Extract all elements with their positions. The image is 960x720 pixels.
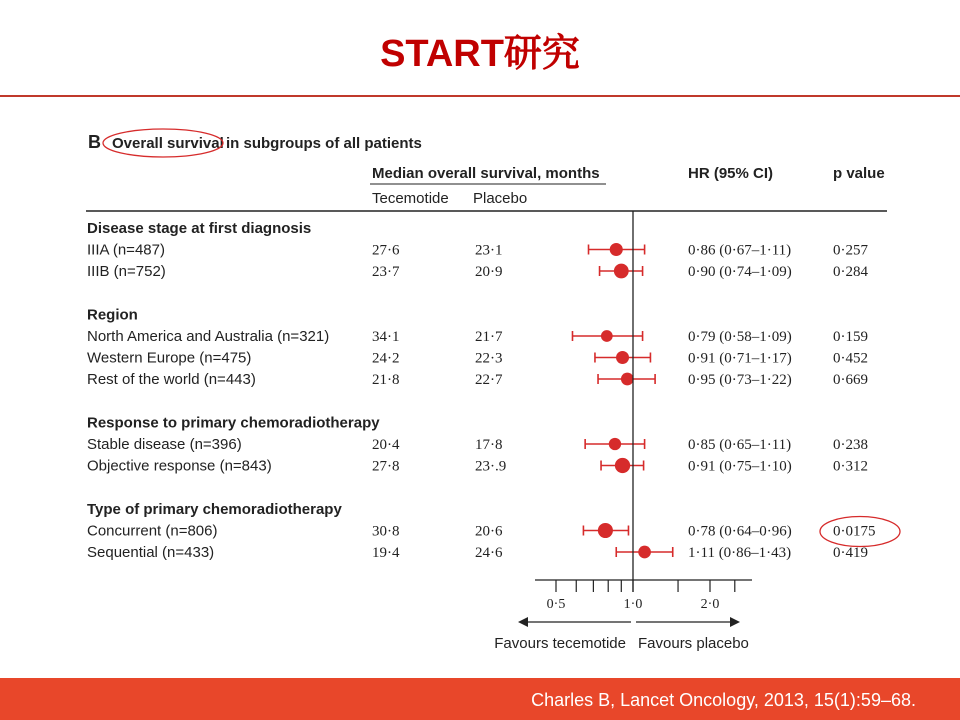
- subgroup-row-label: North America and Australia (n=321): [87, 328, 330, 345]
- favours-placebo-label: Favours placebo: [638, 635, 749, 652]
- x-axis-tick-label: 1·0: [623, 597, 643, 612]
- subgroup-row-label: Sequential (n=433): [87, 544, 215, 561]
- p-value: 0·419: [833, 545, 868, 561]
- tecemotide-median: 23·7: [372, 264, 400, 280]
- hazard-ratio-ci: 0·79 (0·58–1·09): [688, 329, 792, 345]
- hr-point: [638, 546, 651, 559]
- hr-point: [616, 351, 629, 364]
- hazard-ratio-ci: 0·91 (0·75–1·10): [688, 458, 792, 475]
- subgroup-row-label: IIIA (n=487): [87, 241, 165, 259]
- citation-text: Charles B, Lancet Oncology, 2013, 15(1):59–68.: [531, 690, 916, 710]
- hr-point: [614, 264, 629, 279]
- placebo-median: 24·6: [475, 545, 503, 561]
- placebo-median: 20·9: [475, 264, 503, 280]
- placebo-median: 21·7: [475, 329, 503, 345]
- tecemotide-median: 30·8: [372, 523, 400, 540]
- placebo-median: 22·7: [475, 372, 503, 388]
- panel-title-rest: in subgroups of all patients: [226, 135, 422, 152]
- col-placebo-header: Placebo: [473, 190, 528, 207]
- hazard-ratio-ci: 0·86 (0·67–1·11): [688, 242, 792, 259]
- col-tecemotide-header: Tecemotide: [372, 190, 449, 207]
- p-value: 0·159: [833, 329, 868, 345]
- panel-label: B: [88, 132, 101, 152]
- tecemotide-median: 27·6: [372, 242, 400, 259]
- footer-bar: [0, 678, 960, 720]
- placebo-median: 23·.9: [475, 458, 507, 475]
- hazard-ratio-ci: 0·91 (0·71–1·17): [688, 350, 792, 367]
- placebo-median: 22·3: [475, 350, 503, 367]
- hazard-ratio-ci: 0·90 (0·74–1·09): [688, 264, 792, 280]
- tecemotide-median: 20·4: [372, 437, 400, 453]
- tecemotide-median: 19·4: [372, 545, 400, 561]
- hr-point: [610, 243, 623, 256]
- favours-tecemotide-label: Favours tecemotide: [494, 635, 626, 652]
- hr-point: [609, 438, 621, 450]
- tecemotide-median: 27·8: [372, 458, 400, 475]
- median-os-header: Median overall survival, months: [372, 165, 600, 182]
- subgroup-row-label: Concurrent (n=806): [87, 522, 218, 540]
- hr-point: [615, 458, 630, 473]
- p-value: 0·257: [833, 242, 868, 259]
- hazard-ratio-ci: 0·95 (0·73–1·22): [688, 372, 792, 388]
- subgroup-row-label: IIIB (n=752): [87, 263, 166, 280]
- subgroup-heading: Type of primary chemoradiotherapy: [87, 501, 342, 518]
- x-axis-tick-label: 0·5: [546, 597, 566, 612]
- subgroup-row-label: Objective response (n=843): [87, 457, 272, 475]
- placebo-median: 20·6: [475, 523, 503, 540]
- p-value: 0·669: [833, 372, 868, 388]
- hr-point: [598, 523, 613, 538]
- subgroup-row-label: Western Europe (n=475): [87, 349, 252, 367]
- subgroup-heading: Region: [87, 306, 138, 324]
- p-value: 0·238: [833, 437, 868, 453]
- p-value: 0·284: [833, 264, 868, 280]
- p-value: 0·0175: [833, 523, 876, 540]
- x-axis-tick-label: 2·0: [700, 597, 720, 612]
- subgroup-row-label: Rest of the world (n=443): [87, 371, 256, 388]
- hr-point: [621, 373, 634, 386]
- hazard-ratio-ci: 1·11 (0·86–1·43): [688, 545, 792, 561]
- col-p-header: p value: [833, 165, 885, 182]
- panel-title-highlight: Overall survival: [112, 135, 224, 152]
- tecemotide-median: 21·8: [372, 372, 400, 388]
- p-value: 0·312: [833, 458, 868, 475]
- p-value: 0·452: [833, 350, 868, 367]
- slide-title: START研究: [380, 33, 580, 75]
- placebo-median: 23·1: [475, 242, 503, 259]
- tecemotide-median: 24·2: [372, 350, 400, 367]
- hr-point: [601, 330, 613, 342]
- hazard-ratio-ci: 0·85 (0·65–1·11): [688, 437, 792, 453]
- subgroup-row-label: Stable disease (n=396): [87, 436, 242, 453]
- col-hr-header: HR (95% CI): [688, 165, 774, 182]
- tecemotide-median: 34·1: [372, 329, 400, 345]
- subgroup-heading: Response to primary chemoradiotherapy: [87, 414, 380, 432]
- hazard-ratio-ci: 0·78 (0·64–0·96): [688, 523, 792, 540]
- placebo-median: 17·8: [475, 437, 503, 453]
- subgroup-heading: Disease stage at first diagnosis: [87, 220, 312, 237]
